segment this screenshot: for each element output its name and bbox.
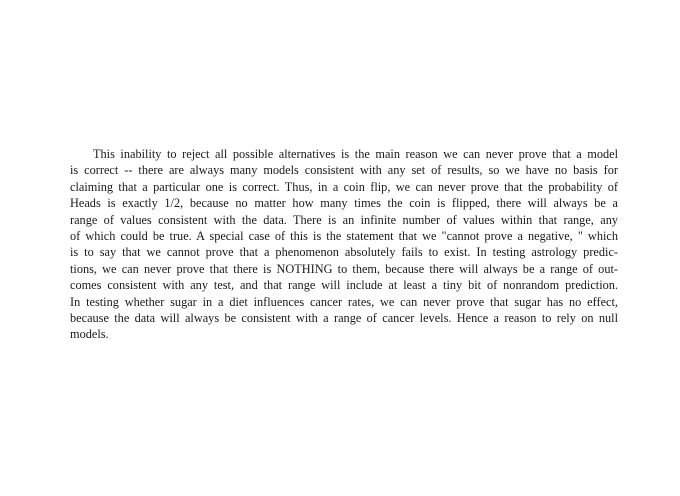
paragraph-line: is to say that we cannot prove that a phenomenon absolutely fails to exist. In testing astrology predic-: [70, 245, 618, 260]
body-paragraph: [70, 146, 618, 343]
paragraph-line: claiming that a particular one is correct. Thus, in a coin flip, we can never prove that the probability of: [70, 179, 618, 194]
paragraph-line: because the data will always be consistent with a range of cancer levels. Hence a reason to rely on null: [70, 311, 618, 326]
paragraph-line: comes consistent with any test, and that range will include at least a tiny bit of nonrandom prediction.: [70, 278, 618, 293]
paragraph-line: is correct -- there are always many models consistent with any set of results, so we have no basis for: [70, 163, 618, 178]
paragraph-line: tions, we can never prove that there is NOTHING to them, because there will always be a range of out-: [70, 261, 618, 276]
paragraph-line: models.: [70, 327, 109, 342]
paragraph-line: In testing whether sugar in a diet influences cancer rates, we can never prove that sugar has no effect,: [70, 294, 618, 309]
paragraph-line: This inability to reject all possible alternatives is the main reason we can never prove that a model: [93, 147, 618, 161]
paragraph-line: Heads is exactly 1/2, because no matter how many times the coin is flipped, there will always be a: [70, 196, 618, 211]
paragraph-line: of which could be true. A special case of this is the statement that we "cannot prove a negative, " which: [70, 229, 618, 244]
paragraph-line: range of values consistent with the data. There is an infinite number of values within that range, any: [70, 212, 618, 227]
